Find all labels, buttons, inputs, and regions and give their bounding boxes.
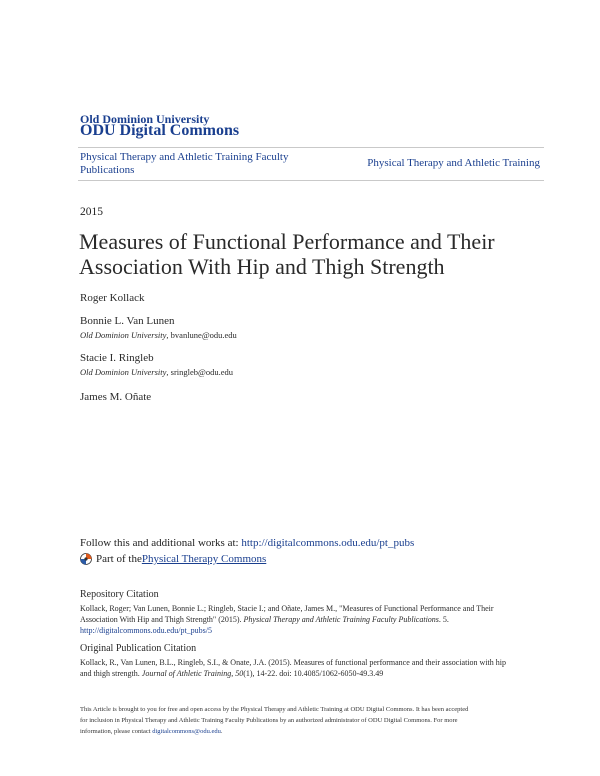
author-affiliation: Old Dominion University, sringleb@odu.edu — [80, 367, 234, 377]
collection-link[interactable] — [80, 151, 300, 177]
author-affiliation: Old Dominion University, bvanlune@odu.edu — [80, 330, 237, 340]
repository-citation-heading: Repository Citation — [80, 589, 159, 600]
author-name: Stacie I. Ringleb — [80, 352, 154, 364]
follow-line — [80, 537, 414, 549]
collection-url-link[interactable]: http://digitalcommons.odu.edu/pt_pubs — [241, 537, 415, 549]
author-name: Bonnie L. Van Lunen — [80, 315, 175, 327]
part-of-label: Part of the — [96, 553, 142, 565]
publication-year: 2015 — [80, 206, 103, 218]
original-citation-text: Kollack, R., Van Lunen, B.L., Ringleb, S.I., & Onate, J.A. (2015). Measures of functional performance and their association with hip and thigh strength. Journal of Athletic Training, 50(1), 14-22. doi: 10.4085/1062-6050-49.3.49 — [80, 658, 506, 678]
original-citation-heading: Original Publication Citation — [80, 643, 197, 654]
university-name[interactable]: Old Dominion University — [80, 112, 210, 126]
collection-line1: Physical Therapy and Athletic Training Faculty — [80, 151, 289, 163]
access-statement: This Article is brought to you for free and open access by the Physical Therapy and Athletic Training at ODU Digital Commons. It has been accepted for inclusion in Physical Therapy and Athletic Training Faculty Publications by an authorized administrator of ODU Digital Commons. For more information, please contact digitalcommons@odu.edu. — [80, 706, 469, 735]
author-name: Roger Kollack — [80, 292, 145, 304]
title-line1: Measures of Functional Performance and Their — [79, 229, 495, 254]
part-of-line — [80, 553, 266, 565]
divider-top — [78, 147, 544, 148]
department-link[interactable]: Physical Therapy and Athletic Training — [367, 157, 540, 169]
divider-bottom — [78, 180, 544, 181]
collection-line2: Publications — [80, 164, 135, 176]
article-title — [79, 229, 549, 279]
follow-label: Follow this and additional works at: — [80, 537, 242, 549]
citation-url-link[interactable]: http://digitalcommons.odu.edu/pt_pubs/5 — [80, 626, 212, 635]
physical-therapy-commons-link[interactable]: Physical Therapy Commons — [141, 553, 267, 565]
repository-name[interactable]: ODU Digital Commons — [80, 122, 240, 139]
title-line2: Association With Hip and Thigh Strength — [79, 254, 445, 279]
repository-citation-text: Kollack, Roger; Van Lunen, Bonnie L.; Ringleb, Stacie I.; and Oñate, James M., "Measures of Functional Performance and Their Association With Hip and Thigh Strength" (2015). Physical Therapy and Athletic Training Faculty Publications. 5. http://digitalcommons.odu.edu/pt_pubs/5 — [80, 603, 520, 636]
author-name: James M. Oñate — [80, 391, 152, 403]
contact-email-link[interactable]: digitalcommons@odu.edu — [152, 728, 221, 735]
network-icon — [80, 553, 92, 565]
